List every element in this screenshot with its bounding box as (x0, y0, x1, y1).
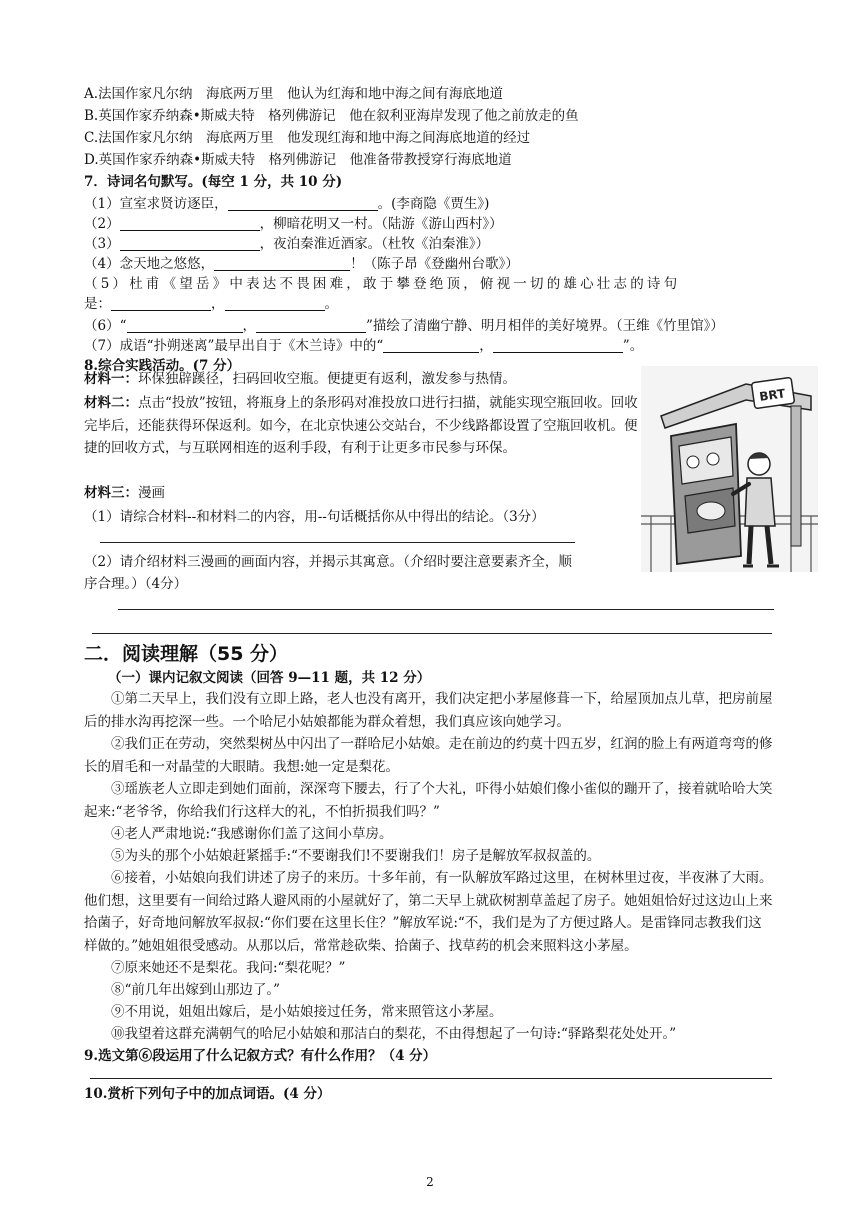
answer-line[interactable] (118, 609, 774, 610)
paragraph-7: ⑦原来她还不是梨花。我问:“梨花呢？” (111, 960, 346, 976)
answer-line[interactable] (90, 1078, 772, 1079)
answer-blank[interactable] (493, 337, 623, 353)
paragraph-5: ⑤为头的那个小姑娘赶紧摇手:“不要谢我们!不要谢我们！房子是解放军叔叔盖的。 (111, 848, 601, 864)
paragraph-3: ③瑶族老人立即走到她们面前，深深弯下腰去，行了个大礼，吓得小姑娘们像小雀似的蹦开了，接着就哈哈大笑起来:“老爷爷，你给我们行这样大的礼，不怕折损我们吗？” (84, 781, 773, 820)
section-subtitle: （一）课内记叙文阅读（回答 9—11 题，共 12 分） (108, 670, 431, 686)
option-d: D.英国作家乔纳森•斯威夫特 格列佛游记 他准备带教授穿行海底地道 (84, 152, 512, 168)
answer-blank[interactable] (383, 337, 479, 353)
answer-blank[interactable] (127, 317, 243, 333)
q7-line-2: （2） ，柳暗花明又一村。（陆游《游山西村》） (84, 216, 503, 232)
material-3: 材料三：漫画 (84, 485, 165, 501)
answer-line[interactable] (100, 542, 575, 543)
paragraph-2: ②我们正在劳动，突然梨树丛中闪出了一群哈尼小姑娘。走在前边的约莫十四五岁，红润的脸上有两道弯弯的修长的眉毛和一对晶莹的大眼睛。我想:她一定是梨花。 (84, 736, 773, 775)
q7-line-3: （3） ，夜泊秦淮近酒家。（杜牧《泊秦淮》） (84, 236, 490, 252)
answer-line[interactable] (92, 633, 772, 634)
q7-line-4: （4）念天地之悠悠， ！（陈子昂《登幽州台歌》） (84, 256, 519, 272)
q7-line-1: （1）宣室求贤访逐臣， 。(李商隐《贾生》) (84, 196, 490, 212)
q7-line-7: （7）成语“扑朔迷离”最早出自于《木兰诗》中的“ ， ”。 (84, 338, 644, 354)
material-2: 材料二：点击“投放”按钮，将瓶身上的条形码对准投放口进行扫描，就能实现空瓶回收。回收完毕后，还能获得环保返利。如今，在北京快速公交站台，不少线路都设置了空瓶回收机。便捷的回收方式，与互联网相连的返利手段，有利于让更多市民参与环保。 (84, 395, 638, 456)
section-title: 二．阅读理解（55 分） (84, 643, 289, 665)
answer-blank[interactable] (256, 317, 366, 333)
answer-blank[interactable] (120, 235, 260, 251)
q8-title: 8.综合实践活动。(7 分） (84, 358, 241, 374)
paragraph-9: ⑨不用说，姐姐出嫁后，是小姑娘接过任务，常来照管这小茅屋。 (111, 1004, 503, 1020)
paragraph-10: ⑩我望着这群充满朝气的哈尼小姑娘和那洁白的梨花，不由得想起了一句诗:“驿路梨花处处开。” (111, 1026, 677, 1042)
q9-title: 9.选文第⑥段运用了什么记叙方式？有什么作用？（4 分） (84, 1048, 437, 1064)
option-b: B.英国作家乔纳森•斯威夫特 格列佛游记 他在叙利亚海岸发现了他之前放走的鱼 (84, 108, 579, 124)
answer-blank[interactable] (228, 195, 378, 211)
q7-line-6: （6）“ ， ”描绘了清幽宁静、明月相伴的美好境界。（王维《竹里馆》） (84, 318, 724, 334)
q10-title: 10.赏析下列句子中的加点词语。(4 分） (84, 1086, 331, 1102)
material-1: 材料一：环保独辟蹊径，扫码回收空瓶。便捷更有返利，激发参与热情。 (84, 371, 516, 387)
q8-sub2a: （2）请介绍材料三漫画的画面内容，并揭示其寓意。（介绍时要注意要素齐全，顺 (84, 554, 572, 570)
q7-line-5b: 是： ， 。 (84, 296, 338, 312)
page-number: 2 (426, 1175, 434, 1189)
q7-title: 7．诗词名句默写。(每空 1 分，共 10 分) (84, 174, 343, 190)
answer-blank[interactable] (214, 255, 350, 271)
option-c: C.法国作家凡尔纳 海底两万里 他发现红海和地中海之间海底地道的经过 (84, 130, 531, 146)
answer-blank[interactable] (111, 295, 211, 311)
paragraph-6: ⑥接着，小姑娘向我们讲述了房子的来历。十多年前，有一队解放军路过这里，在树林里过夜，半夜淋了大雨。他们想，这里要有一间给过路人避风雨的小屋就好了，第二天早上就砍树割草盖起了房子。她姐姐恰好过这边山上来拾菌子，好奇地问解放军叔叔:“你们要在这里长住？”解放军说:“不，我们是为了方便过路人。是雷锋同志教我们这样做的。”她姐姐很受感动。从那以后，常常趁砍柴、拾菌子、找草药的机会来照料这小茅屋。 (84, 870, 773, 954)
paragraph-8: ⑧“前几年出嫁到山那边了。” (111, 982, 281, 998)
q8-sub2b: 序合理。）（4分） (84, 576, 188, 592)
answer-blank[interactable] (225, 295, 325, 311)
option-a: A.法国作家凡尔纳 海底两万里 他认为红海和地中海之间有海底地道 (84, 86, 504, 102)
q8-sub1: （1）请综合材料--和材料二的内容，用--句话概括你从中得出的结论。（3分） (84, 509, 545, 525)
paragraph-1: ①第二天早上，我们没有立即上路，老人也没有离开，我们决定把小茅屋修葺一下，给屋顶加点儿草，把房前屋后的排水沟再挖深一些。一个哈尼小姑娘都能为群众着想，我们真应该向她学习。 (84, 691, 773, 730)
answer-blank[interactable] (120, 215, 260, 231)
brt-sign: BRT (758, 386, 787, 404)
paragraph-4: ④老人严肃地说:“我感谢你们盖了这间小草房。 (111, 826, 393, 842)
q7-line-5a: （5）杜甫《望岳》中表达不畏困难，敢于攀登绝顶，俯视一切的雄心壮志的诗句 (84, 276, 681, 292)
recycling-machine-cartoon (641, 366, 818, 572)
